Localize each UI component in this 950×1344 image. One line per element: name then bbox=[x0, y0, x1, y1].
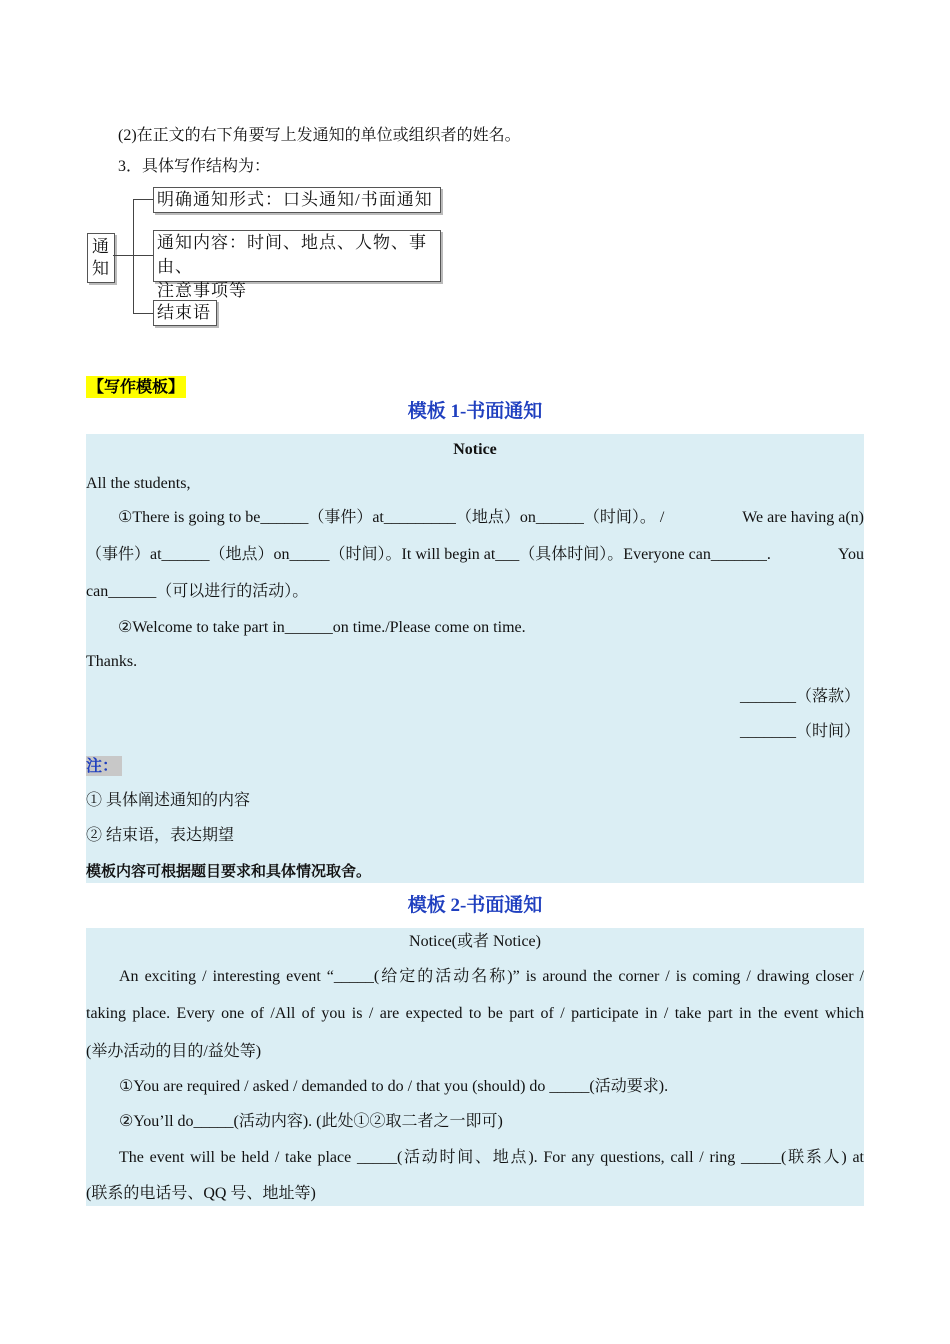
diagram-box-content bbox=[153, 230, 441, 300]
template1-body-line4: ②Welcome to take part in______on time./Please come on time. bbox=[118, 619, 526, 636]
diagram-box-content-line2: 注意事项等 bbox=[157, 281, 247, 300]
template1-title: 模板 1-书面通知 bbox=[407, 401, 543, 422]
diagram-box-content-line1: 通知内容：时间、地点、人物、事由、 bbox=[157, 233, 427, 276]
diagram-root-box: 通知 bbox=[87, 233, 115, 283]
section-tag: 【写作模板】 bbox=[88, 377, 185, 396]
template1-body-line3: can______（可以进行的活动）。 bbox=[86, 583, 309, 600]
template1-salutation: All the students, bbox=[86, 475, 191, 492]
diagram-connector bbox=[133, 313, 153, 314]
intro-line-1: (2)在正文的右下角要写上发通知的单位或组织者的姓名。 bbox=[118, 127, 521, 144]
template1-heading: Notice bbox=[453, 441, 497, 458]
template2-line1: An exciting / interesting event “_____(给定的活动名称)” is around the corner / is coming / drawing closer / bbox=[119, 968, 864, 985]
template2-line6: The event will be held / take place _____(活动时间、地点). For any questions, call / ring _____(联系人) at bbox=[119, 1149, 864, 1166]
template2-line7: (联系的电话号、QQ 号、地址等) bbox=[86, 1185, 316, 1202]
diagram-connector bbox=[133, 199, 153, 200]
diagram-box-closing: 结束语 bbox=[153, 300, 217, 326]
template1-body-line2-end: You bbox=[838, 546, 864, 563]
template1-note-2: ② 结束语，表达期望 bbox=[86, 827, 235, 844]
template2-panel bbox=[86, 928, 864, 1206]
template2-line2: taking place. Every one of /All of you is / are expected to be part of / participate in / take part in the event which bbox=[86, 1005, 864, 1022]
template1-sign-name: _______（落款） bbox=[739, 688, 860, 705]
template2-heading: Notice(或者 Notice) bbox=[409, 933, 541, 950]
template2-line3: (举办活动的目的/益处等) bbox=[86, 1043, 262, 1060]
diagram-box-form: 明确通知形式：口头通知/书面通知 bbox=[153, 187, 441, 213]
diagram-connector bbox=[133, 199, 134, 313]
template2-title: 模板 2-书面通知 bbox=[407, 895, 543, 916]
template1-body-line2: （事件）at______（地点）on_____（时间）。It will begin at___（具体时间）。Everyone can_______. bbox=[86, 546, 771, 563]
template1-note-bold: 模板内容可根据题目要求和具体情况取舍。 bbox=[86, 862, 372, 880]
template1-body-line1: ①There is going to be______（事件）at_________（地点）on______（时间）。 / bbox=[118, 509, 665, 526]
template1-closing: Thanks. bbox=[86, 653, 138, 670]
template1-sign-time: _______（时间） bbox=[739, 723, 860, 740]
intro-line-2: 3．具体写作结构为： bbox=[118, 158, 271, 175]
template2-line4: ①You are required / asked / demanded to do / that you (should) do _____(活动要求). bbox=[119, 1078, 669, 1095]
template1-panel bbox=[86, 434, 864, 883]
template1-body-line1-end: We are having a(n) bbox=[742, 509, 864, 526]
template1-note-label: 注： bbox=[86, 756, 122, 776]
diagram-connector bbox=[133, 255, 153, 256]
template1-note-1: ① 具体阐述通知的内容 bbox=[86, 792, 251, 809]
diagram-connector bbox=[113, 255, 133, 256]
template2-line5: ②You’ll do_____(活动内容). (此处①②取二者之一即可) bbox=[119, 1113, 503, 1130]
